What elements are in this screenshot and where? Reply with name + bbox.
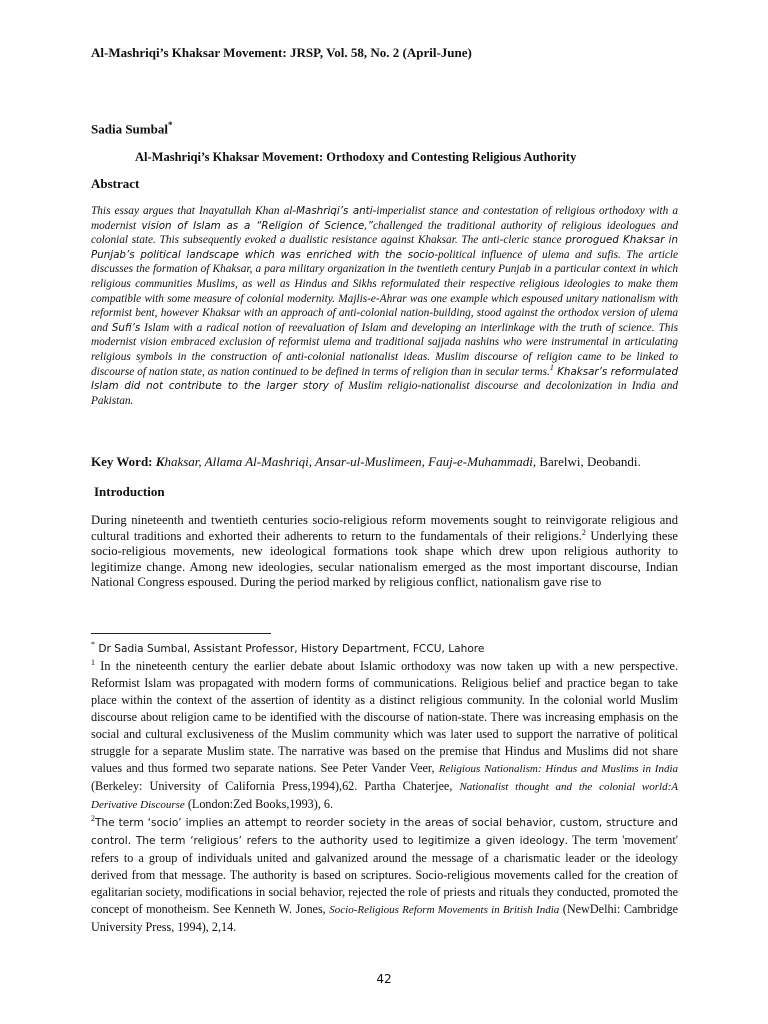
footnote-2-text: (NewDelhi: Cambridge University Press, 1994), 2,14.: [91, 902, 679, 934]
footnote-affiliation: [91, 640, 678, 658]
footnote-1-text: In the nineteenth century the earlier debate about Islamic orthodoxy was now taken up with a new perspective. Reformist Islam was propagated with modern forms of communications. Religious belief and practice began to take place within the context of the assertion of identity as a distinct religious community. In the colonial world Muslim discourse about religion came to be identified with the discourse of nation-state. There was increasing emphasis on the social and cultural exclusiveness of the Muslim community which was later used to support the narrative of political struggle for a separate Muslim state. The narrative was based on the premise that Hindus and Muslims did not share values and thus formed two separate nations. See Peter Vander Veer,: [91, 659, 678, 775]
abstract-text: This essay argues that Inayatullah Khan al-: [91, 205, 297, 217]
abstract-text: -political influence of ulema and sufis. The article discusses the formation of Khaksar, a para military organization in the twentieth century Punjab in a particular context in which religious communities Muslims, as well as Hindus and Sikhs reformulated their respective religious ideologies to make them compatible with some measure of colonial modernity. Majlis-e-Ahrar was one example which espoused unitary nationalism with reformist bent, however Khaksar with an approach of anti-colonial nation-building, stood against the orthodox version of ulema and: [91, 248, 678, 334]
affiliation-text: Dr Sadia Sumbal, Assistant Professor, History Department, FCCU, Lahore: [95, 643, 485, 655]
footnote-2-text: . The term 'movement' refers to a group of individuals united and galvanized around the message of a charismatic leader or the ideology derived from that message. The authority is based on scriptures. Socio-religious movements called for the creation of egalitarian society, modifications in social behavior, rejected the role of priests and rituals they conducted, promoted the concept of monotheism. See Kenneth W. Jones,: [91, 833, 678, 916]
author-name: [91, 120, 172, 137]
author-name-text: Sadia Sumbal: [91, 121, 168, 137]
footnote-2-sans: The term ‘socio’ implies an attempt to reorder society in the areas of social behavior, custom, structure and control.: [91, 817, 678, 847]
intro-text: Underlying these socio-religious movements, new ideological formations took shape which drew upon religious authority to legitimize change. Among new ideologies, secular nationalism emerged as the most important discourse, Indian National Congress espoused. During the period marked by religious conflict, nationalism gave rise to: [91, 528, 678, 590]
abstract-text-sans: Mashriqi’s anti: [296, 205, 373, 217]
abstract-text: of Muslim religio-nationalist discourse and decolonization in India and Pakistan.: [91, 380, 678, 407]
keywords-label: Key Word:: [91, 454, 156, 469]
affiliation-marker: *: [91, 639, 95, 649]
footnote-1-book: Nationalist thought and the colonial world:A Derivative Discourse: [91, 781, 678, 811]
footnote-1-text: (London:Zed Books,1993), 6.: [184, 797, 334, 811]
footnote-2-marker: 2: [91, 813, 95, 823]
abstract-text-sans: Sufi’s: [111, 321, 141, 334]
abstract-text-sans: Khaksar’s reformulated Islam did not contribute to the larger story: [91, 365, 678, 393]
keywords-plain: Barelwi, Deobandi.: [536, 454, 641, 469]
abstract-heading: Abstract: [91, 176, 140, 191]
running-head: Al-Mashriqi’s Khaksar Movement: JRSP, Vol. 58, No. 2 (April-June): [91, 45, 472, 60]
introduction-body: [91, 513, 678, 591]
footnote-1-text: (Berkeley: University of California Press,1994),62. Partha Chaterjee,: [91, 779, 460, 793]
abstract-text: Islam with a radical notion of reevaluation of Islam and developing an interlinkage with the truth of science. This modernist vision embraced exclusion of reformist ulema and traditional sajjada nashins who were instrumental in articulating religious symbols in the construction of anti-colonial nationalist ideas. Muslim discourse of religion came to be linked to discourse of nation state, as nation continued to be defined in terms of religion than in secular terms.: [91, 321, 678, 378]
intro-footnote-marker: 2: [581, 527, 586, 537]
author-footnote-marker: *: [167, 120, 173, 130]
abstract-body: [91, 204, 678, 408]
keywords-italic: haksar, Allama Al-Mashriqi, Ansar-ul-Muslimeen, Fauj-e-Muhammadi,: [164, 454, 537, 469]
abstract-text-sans: vision of Islam as a “Religion of Science,”: [141, 219, 373, 232]
keywords-line: [91, 454, 641, 470]
introduction-heading: Introduction: [94, 484, 165, 499]
footnote-1: [91, 658, 678, 814]
abstract-text-sans: prorogued Khaksar in Punjab’s political landscape which was enriched with the socio: [91, 234, 678, 261]
footnote-1-book: Religious Nationalism: Hindus and Muslims in India: [438, 763, 678, 775]
footnote-2-sans: The term ‘religious’ refers to the authority used to legitimize a given ideology: [131, 835, 565, 847]
page-number: 42: [376, 972, 392, 986]
footnote-1-marker: 1: [91, 657, 95, 667]
footnote-2-book: Socio-Religious Reform Movements in British India: [329, 904, 560, 916]
abstract-text: -imperialist stance and contestation of religious orthodoxy with a modernist: [91, 205, 678, 232]
intro-text: During nineteenth and twentieth centuries socio-religious reform movements sought to reinvigorate religious and cultural traditions and exhorted their adherents to return to the fundamentals of their religions.: [91, 513, 678, 543]
abstract-footnote-marker: 1: [549, 362, 554, 372]
footnote-2: [91, 814, 678, 936]
keywords-first-letter: K: [155, 454, 165, 469]
article-title: Al-Mashriqi’s Khaksar Movement: Orthodoxy and Contesting Religious Authority: [135, 150, 577, 164]
footnote-separator: [91, 633, 271, 634]
abstract-text: challenged the traditional authority of religious ideologues and colonial state. This subsequently evoked a dualistic resistance against Khaksar. The anti-cleric stance: [91, 219, 678, 247]
footnotes: [91, 640, 678, 936]
